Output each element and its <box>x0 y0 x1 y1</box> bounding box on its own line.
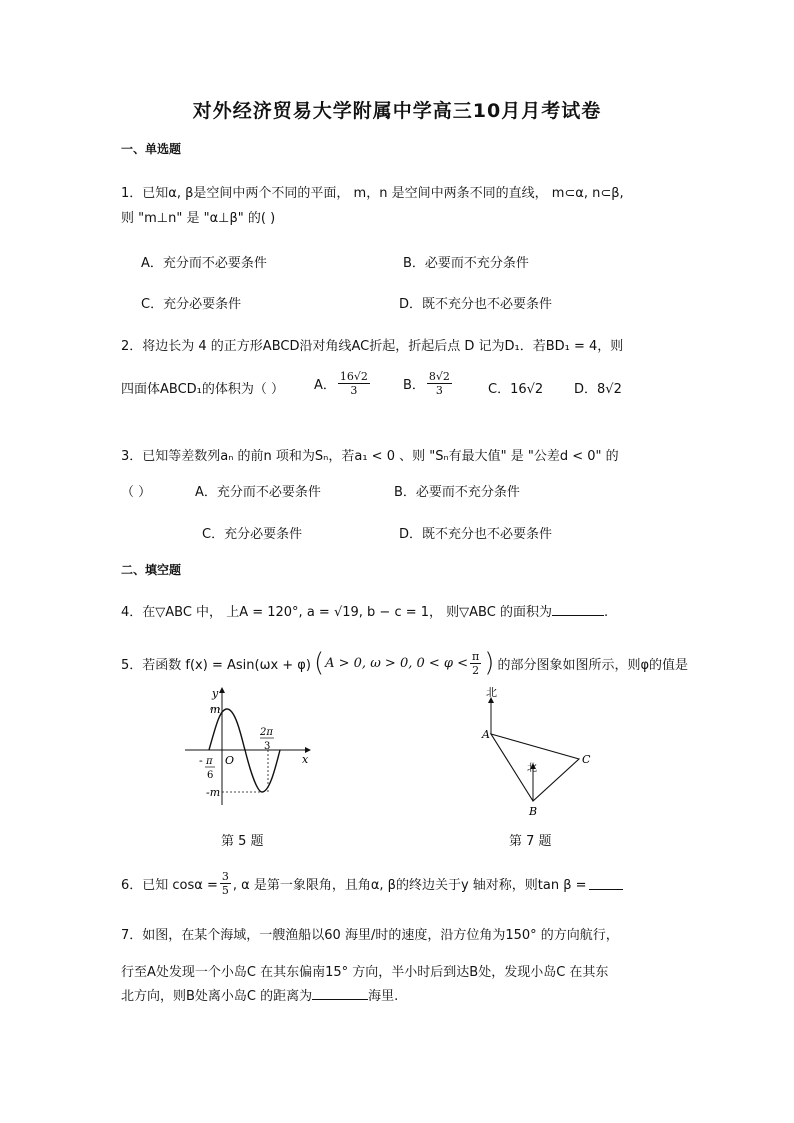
q4-line <box>121 601 608 620</box>
q5-pi: π <box>472 649 480 663</box>
q3-option-b[interactable]: B．必要而不充分条件 <box>394 485 520 500</box>
q6-line <box>121 868 623 898</box>
figure-7-nautical-diagram <box>476 685 601 820</box>
q7-line3-end: 海里. <box>368 989 399 1004</box>
q2-option-a-fraction <box>338 370 370 397</box>
fig5-six-label: 6 <box>207 770 214 781</box>
q5-left-paren: ( <box>313 648 325 678</box>
fig5-y-arrow <box>219 687 225 693</box>
q1-option-a[interactable]: A．充分而不必要条件 <box>141 256 267 271</box>
q5-pi-over-2 <box>470 650 481 677</box>
q2-line2-prefix: 四面体ABCD₁的体积为（ ） <box>121 382 285 397</box>
q2-option-d[interactable]: D．8√2 <box>574 382 622 397</box>
q6-fraction <box>220 870 231 897</box>
q4-text: 4．在▽ABC 中， 上A = 120°, a = √19, b − c = 1， 则▽ABC 的面积为 <box>121 605 552 620</box>
q6-prefix: 6．已知 cosα = <box>121 877 218 893</box>
q7-line3 <box>121 985 398 1004</box>
fig5-origin-label: O <box>225 754 235 767</box>
fig7-point-c: C <box>582 753 591 766</box>
fig7-point-b: B <box>529 805 538 818</box>
fig7-north-label-a: 北 <box>486 686 497 699</box>
fig5-neg-sign: - <box>199 754 203 767</box>
q6-num: 3 <box>221 869 229 883</box>
q5-two: 2 <box>472 663 480 677</box>
figure-5-caption: 第 5 题 <box>221 834 264 849</box>
q5-right-paren: ) <box>484 648 495 678</box>
q7-line1: 7．如图，在某个海域，一艘渔船以60 海里/时的速度，沿方位角为150° 的方向航行， <box>121 928 619 943</box>
q1-option-d[interactable]: D．既不充分也不必要条件 <box>399 297 553 312</box>
q2-a-num: 16√2 <box>339 370 368 383</box>
figure-5-sine-graph <box>180 685 315 815</box>
q7-answer-blank[interactable] <box>312 987 368 1000</box>
q5-prefix: 5．若函数 f(x) = Asin(ωx + φ) <box>121 657 311 673</box>
q1-line1: 1．已知α, β是空间中两个不同的平面， m，n 是空间中两条不同的直线， m⊂α, n⊂β, <box>121 186 624 201</box>
q5-line <box>121 646 688 680</box>
q2-line1: 2．将边长为 4 的正方形ABCD沿对角线AC折起，折起后点 D 记为D₁．若BD₁ = 4，则 <box>121 339 624 354</box>
q5-condition: A > 0, ω > 0, 0 < φ < <box>325 655 469 671</box>
q2-option-a-label: A． <box>314 378 336 393</box>
fig7-point-a: A <box>482 728 490 741</box>
q4-end: . <box>603 605 609 620</box>
page-title: 对外经济贸易大学附属中学高三10月月考试卷 <box>192 100 602 122</box>
q3-option-c[interactable]: C．充分必要条件 <box>202 527 303 542</box>
q5-suffix: 的部分图象如图所示，则φ的值是 <box>497 657 689 673</box>
figure-7-caption: 第 7 题 <box>509 834 552 849</box>
q6-suffix: , α 是第一象限角，且角α, β的终边关于y 轴对称，则tan β = <box>232 877 587 893</box>
fig5-pi-label: π <box>206 756 213 767</box>
section-fill-blank: 二、填空题 <box>121 563 182 577</box>
q2-option-c[interactable]: C．16√2 <box>488 382 544 397</box>
q1-line2: 则 "m⊥n" 是 "α⊥β" 的( ) <box>121 211 276 226</box>
q3-option-a[interactable]: A．充分而不必要条件 <box>195 485 321 500</box>
q3-option-d[interactable]: D．既不充分也不必要条件 <box>399 527 553 542</box>
fig5-two-pi-label: 2π <box>260 727 273 738</box>
q3-line1: 3．已知等差数列aₙ 的前n 项和为Sₙ，若a₁ < 0 、则 "Sₙ有最大值" 是 "公差d < 0" 的 <box>121 449 619 464</box>
fig5-m-label: m <box>210 703 221 716</box>
q2-a-den: 3 <box>350 384 358 397</box>
section-single-choice: 一、单选题 <box>121 142 182 156</box>
q2-option-b[interactable] <box>403 370 454 397</box>
q2-b-num: 8√2 <box>428 370 450 383</box>
q3-paren: （ ） <box>121 485 152 500</box>
q2-b-den: 3 <box>435 384 443 397</box>
q2-option-b-label: B． <box>403 378 425 393</box>
q7-line3-text: 北方向，则B处离小岛C 的距离为 <box>121 989 313 1004</box>
q4-answer-blank[interactable] <box>552 603 604 616</box>
q1-option-c[interactable]: C．充分必要条件 <box>141 297 242 312</box>
fig5-neg-m-label: -m <box>206 786 221 799</box>
fig5-x-label: x <box>302 753 309 766</box>
q2-option-a[interactable] <box>314 370 372 397</box>
fig5-three-label: 3 <box>264 741 271 752</box>
fig5-y-label: y <box>212 687 219 700</box>
fig7-north-label-b: 北 <box>527 763 537 774</box>
q1-option-b[interactable]: B．必要而不充分条件 <box>403 256 529 271</box>
q6-answer-blank[interactable] <box>589 877 623 890</box>
q7-line2: 行至A处发现一个小岛C 在其东偏南15° 方向，半小时后到达B处，发现小岛C 在其东 <box>121 965 609 980</box>
q6-den: 5 <box>221 883 229 897</box>
q2-option-b-fraction <box>427 370 452 397</box>
